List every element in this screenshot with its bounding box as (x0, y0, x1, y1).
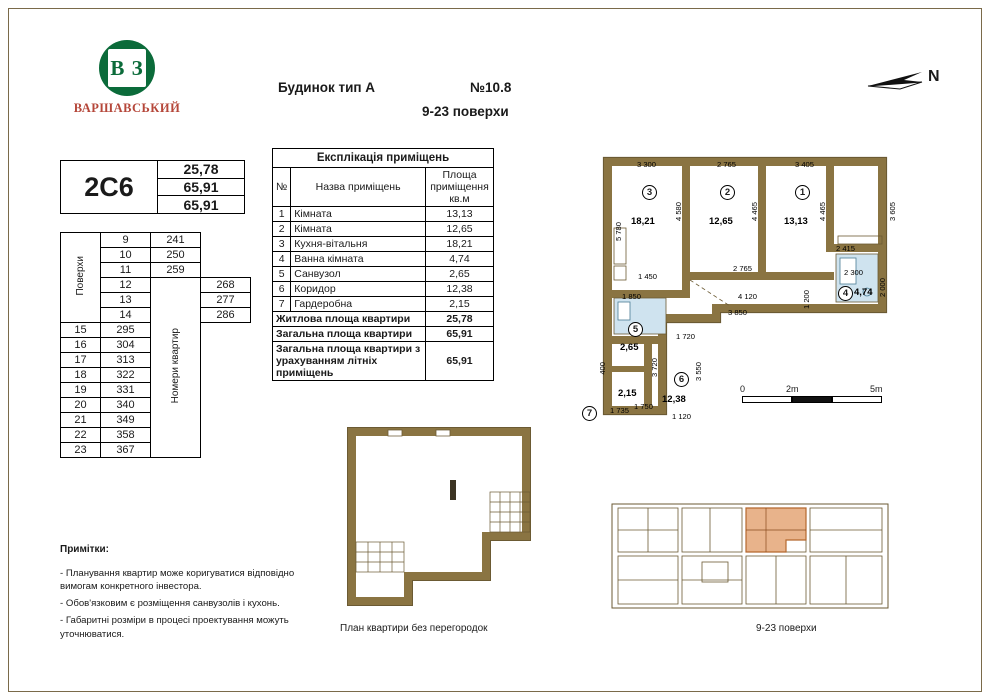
room-area: 2,15 (426, 297, 494, 312)
apartment-number: 250 (151, 248, 201, 263)
dim-3605: 3 605 (888, 202, 897, 222)
dim-1750: 1 750 (634, 402, 654, 411)
note-line: - Обов'язковим є розміщення санвузолів і кухонь. (60, 598, 280, 610)
apartment-number: 277 (201, 293, 251, 308)
room-area-4: 4,74 (854, 287, 873, 298)
dim-2415: 2 415 (836, 244, 856, 253)
floor-plan (610, 500, 890, 612)
table-row (273, 297, 494, 312)
floor-number: 22 (61, 428, 101, 443)
room-name: Ванна кімната (291, 252, 426, 267)
note-line: - Габаритні розміри в процесі проектування можуть уточнюватися. (60, 615, 289, 641)
logo-name: ВАРШАВСЬКИЙ (73, 101, 181, 115)
total-area-value: 65,91 (158, 179, 244, 197)
dim-3550: 3 550 (694, 362, 703, 382)
dim-3850: 3 850 (728, 308, 748, 317)
building-number: №10.8 (470, 80, 512, 95)
plan-without-partitions-drawing (340, 420, 540, 615)
dim-1850: 1 850 (622, 292, 642, 301)
apartments-col-label: Номери квартир (151, 278, 201, 458)
room-area: 12,38 (426, 282, 494, 297)
note-line: - Планування квартир може коригуватися відповідно вимогам конкретного інвестора. (60, 567, 295, 593)
floor-number: 16 (61, 338, 101, 353)
room-name: Кухня-вітальня (291, 237, 426, 252)
exposition-title: Експлікація приміщень (273, 149, 494, 168)
room-badge-6: 6 (674, 372, 689, 387)
room-area: 12,65 (426, 222, 494, 237)
floor-number: 11 (101, 263, 151, 278)
table-row-total (273, 342, 494, 381)
dim-4120: 4 120 (738, 292, 758, 301)
apartment-type-code: 2С6 (84, 171, 134, 202)
caption-plan-without-partitions: План квартири без перегородок (340, 623, 488, 634)
total-name: Загальна площа квартири з урахуванням літніх приміщень (273, 342, 426, 381)
room-area: 13,13 (426, 207, 494, 222)
dim-1720: 1 720 (676, 332, 696, 341)
floor-number: 20 (61, 398, 101, 413)
room-badge-1: 1 (795, 185, 810, 200)
logo-mark (99, 40, 155, 96)
room-num: 2 (273, 222, 291, 237)
floor-number: 17 (61, 353, 101, 368)
room-badge-4: 4 (838, 286, 853, 301)
dim-2000: 2 000 (878, 278, 887, 298)
apartment-number: 340 (101, 398, 151, 413)
room-area-1: 13,13 (784, 216, 808, 227)
exposition-table (272, 148, 494, 381)
apartment-number: 268 (201, 278, 251, 293)
living-area-value: 25,78 (158, 161, 244, 179)
floor-plan-drawing (610, 500, 890, 612)
floor-number: 23 (61, 443, 101, 458)
floor-number: 9 (101, 233, 151, 248)
plan-without-partitions (340, 420, 540, 615)
dim-400: 400 (598, 362, 607, 375)
table-row (61, 233, 251, 248)
dim-1450: 1 450 (638, 272, 658, 281)
room-name: Кімната (291, 222, 426, 237)
dim-1735: 1 735 (610, 406, 630, 415)
table-row (273, 222, 494, 237)
scale-label-5m: 5m (870, 384, 883, 394)
room-area: 4,74 (426, 252, 494, 267)
floor-number: 12 (101, 278, 151, 293)
apartment-number: 322 (101, 368, 151, 383)
floor-number: 10 (101, 248, 151, 263)
room-num: 4 (273, 252, 291, 267)
apartment-number: 286 (201, 308, 251, 323)
dim-2300: 2 300 (844, 268, 864, 277)
caption-floor-plan: 9-23 поверхи (756, 623, 817, 634)
building-type-title: Будинок тип А (278, 80, 376, 95)
dim-4580: 4 580 (674, 202, 683, 222)
dim-3300: 3 300 (637, 160, 657, 169)
floor-number: 13 (101, 293, 151, 308)
notes-title: Примітки: (60, 544, 109, 555)
floors-apartments-table (60, 232, 251, 458)
room-badge-5: 5 (628, 322, 643, 337)
floor-number: 21 (61, 413, 101, 428)
room-area: 18,21 (426, 237, 494, 252)
room-area-6: 12,38 (662, 394, 686, 405)
room-name: Кімната (291, 207, 426, 222)
total-area: 65,91 (426, 342, 494, 381)
dim-3405: 3 405 (795, 160, 815, 169)
room-num: 6 (273, 282, 291, 297)
table-row (273, 207, 494, 222)
total-area: 65,91 (426, 327, 494, 342)
apartment-number: 358 (101, 428, 151, 443)
dim-5780: 5 780 (614, 222, 623, 242)
floor-number: 14 (101, 308, 151, 323)
table-row (273, 282, 494, 297)
table-row (273, 267, 494, 282)
scale-bar (742, 386, 888, 403)
floors-range-title: 9-23 поверхи (422, 104, 509, 119)
floors-col-label: Поверхи (61, 233, 101, 323)
room-num: 5 (273, 267, 291, 282)
dim-4465-a: 4 465 (750, 202, 759, 222)
apartment-number: 304 (101, 338, 151, 353)
room-area-2: 12,65 (709, 216, 733, 227)
room-badge-7: 7 (582, 406, 597, 421)
dim-1120: 1 120 (672, 412, 692, 421)
apartment-type-box (60, 160, 245, 214)
dim-4465-b: 4 465 (818, 202, 827, 222)
apartment-number: 331 (101, 383, 151, 398)
room-area-7: 2,15 (618, 388, 637, 399)
compass-north-label: N (928, 68, 940, 85)
room-badge-2: 2 (720, 185, 735, 200)
exposition-col-num: № (273, 168, 291, 207)
table-row-total (273, 312, 494, 327)
total-name: Загальна площа квартири (273, 327, 426, 342)
room-num: 1 (273, 207, 291, 222)
table-row (273, 252, 494, 267)
room-name: Коридор (291, 282, 426, 297)
table-row-total (273, 327, 494, 342)
room-num: 3 (273, 237, 291, 252)
floor-number: 15 (61, 323, 101, 338)
total-name: Житлова площа квартири (273, 312, 426, 327)
dim-3720: 3 720 (650, 358, 659, 378)
room-area-5: 2,65 (620, 342, 639, 353)
room-area-3: 18,21 (631, 216, 655, 227)
total-area-balcony-value: 65,91 (183, 196, 219, 213)
apartment-number: 367 (101, 443, 151, 458)
apartment-number: 313 (101, 353, 151, 368)
notes-block (60, 543, 310, 645)
room-name: Санвузол (291, 267, 426, 282)
logo (72, 40, 182, 116)
apartment-number: 349 (101, 413, 151, 428)
floor-number: 18 (61, 368, 101, 383)
room-badge-3: 3 (642, 185, 657, 200)
scale-label-0: 0 (740, 384, 746, 394)
scale-label-2m: 2m (786, 384, 799, 394)
apartment-number: 241 (151, 233, 201, 248)
room-name: Гардеробна (291, 297, 426, 312)
table-row (273, 237, 494, 252)
dim-1200: 1 200 (802, 290, 811, 310)
north-arrow-icon (866, 62, 956, 100)
apartment-number: 259 (151, 263, 201, 278)
exposition-col-area: Площа приміщення кв.м (426, 168, 494, 207)
room-num: 7 (273, 297, 291, 312)
exposition-col-name: Назва приміщень (291, 168, 426, 207)
total-area: 25,78 (426, 312, 494, 327)
apartment-number: 295 (101, 323, 151, 338)
compass (866, 62, 956, 100)
logo-letters: В З (110, 55, 144, 80)
floor-number: 19 (61, 383, 101, 398)
dim-2765-mid: 2 765 (733, 264, 753, 273)
room-area: 2,65 (426, 267, 494, 282)
dim-2765-top: 2 765 (717, 160, 737, 169)
